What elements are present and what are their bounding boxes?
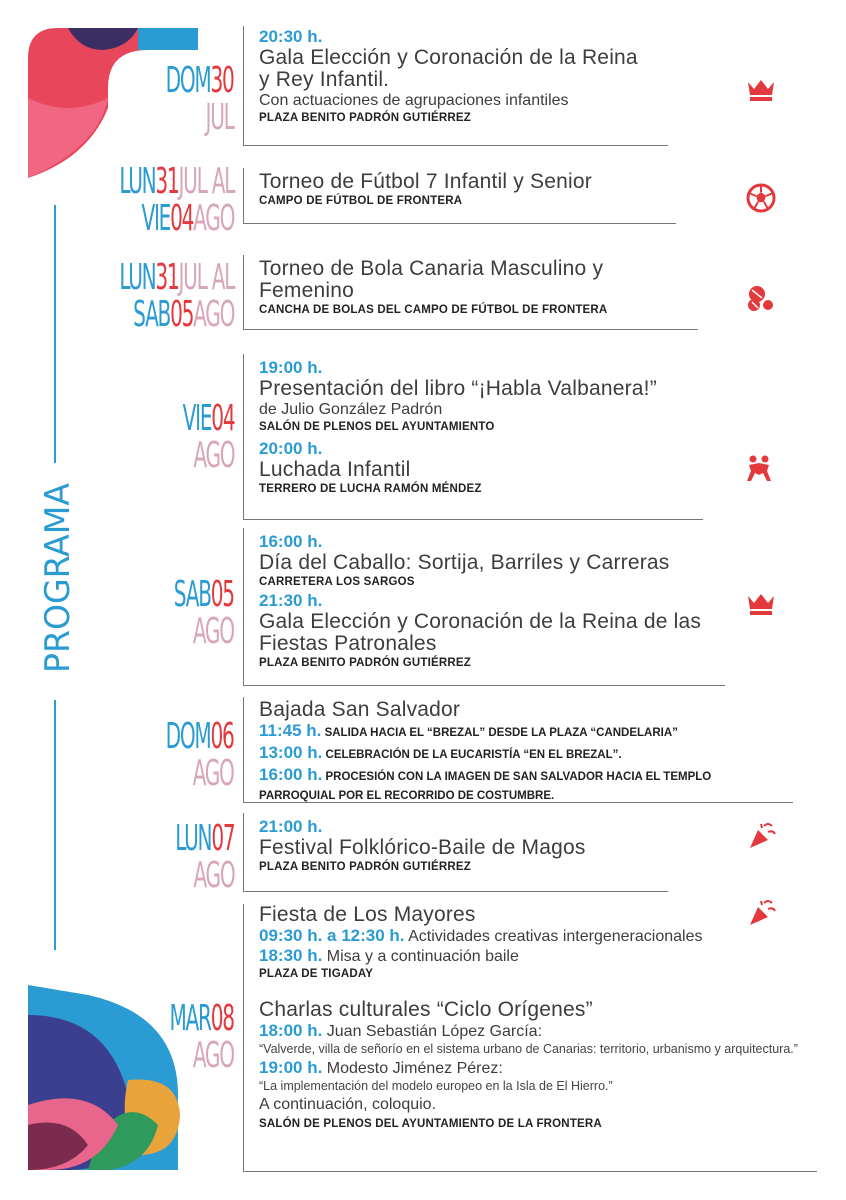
date-lun-07 [175,820,234,894]
event-place: CAMPO DE FÚTBOL DE FRONTERA [259,195,463,207]
date-dom-06 [166,718,234,792]
schedule-text: PARROQUIAL POR EL RECORRIDO DE COSTUMBRE. [259,790,555,802]
event-place: PLAZA BENITO PADRÓN GUTIÉRREZ [259,657,471,669]
date-dow: VIE [141,198,170,239]
event-time: 18:30 h. [259,946,323,965]
event-time: 21:30 h. [259,591,323,610]
speaker-name: Juan Sebastián López García: [326,1023,543,1040]
schedule-text: Misa y a continuación baile [326,948,519,965]
soccer-ball-icon [745,182,777,214]
talk-title: “La implementación del modelo europeo en la Isla de El Hierro.” [259,1079,613,1093]
date-day: 05 [210,574,234,615]
speaker-line [259,1021,817,1041]
date-day: 06 [210,716,234,757]
event-note: A continuación, coloquio. [259,1096,437,1113]
event-block-1 [243,26,668,146]
event-time: 16:00 h. [259,765,323,784]
decor-shape-bottom [28,985,188,1170]
schedule-line [259,721,793,743]
date-mar-08 [170,1000,234,1074]
date-day: 30 [210,60,234,101]
date-dow: SAB [173,574,211,615]
bola-canaria-icon [744,282,776,314]
date-dow: DOM [166,60,211,101]
speaker-line [259,1058,817,1078]
date-day: 08 [210,998,234,1039]
date-month: AGO [193,1035,234,1076]
event-block-8 [243,904,817,1172]
date-dow: MAR [169,998,211,1039]
event-title: Gala Elección y Coronación de la Reina de las Fiestas Patronales [259,610,702,655]
crown-icon [745,72,777,104]
date-month: AGO [193,753,234,794]
event-title: Luchada Infantil [259,458,411,481]
schedule-text: PROCESIÓN CON LA IMAGEN DE SAN SALVADOR HACIA EL TEMPLO [325,771,712,783]
event-place: CARRETERA LOS SARGOS [259,576,415,588]
event-block-6 [243,697,793,803]
event-time: 16:00 h. [259,532,323,551]
schedule-line [259,765,793,787]
event-time: 09:30 h. a 12:30 h. [259,926,405,945]
schedule-text: SALIDA HACIA EL “BREZAL” DESDE LA PLAZA “CANDELARIA” [324,727,678,739]
event-title: Gala Elección y Coronación de la Reina y Rey Infantil. [259,46,638,91]
event-place: PLAZA DE TIGADAY [259,968,374,980]
date-day: 04 [210,398,234,439]
event-block-7 [243,813,668,892]
event-title: Festival Folklórico-Baile de Magos [259,836,586,859]
date-vie-04 [182,400,234,474]
date-dow: LUN [119,161,156,202]
schedule-line [259,926,817,946]
event-time: 20:00 h. [259,439,323,458]
event-block-3 [243,255,698,330]
event-place: PLAZA BENITO PADRÓN GUTIÉRREZ [259,861,471,873]
date-month: AGO [193,198,234,239]
speaker-name: Modesto Jiménez Pérez: [326,1060,503,1077]
event-title: Bajada San Salvador [259,698,461,721]
side-title [24,478,84,678]
date-dow: VIE [182,398,211,439]
date-dow: LUN [119,257,156,298]
event-subtitle: de Julio González Padrón [259,401,443,418]
date-month: AGO [193,294,234,335]
schedule-line [259,743,793,765]
event-time: 19:00 h. [259,1058,323,1077]
event-time: 20:30 h. [259,27,323,46]
schedule-line [259,946,817,966]
date-day: 31 [155,257,179,298]
event-place: SALÓN DE PLENOS DEL AYUNTAMIENTO [259,421,495,433]
event-title: Día del Caballo: Sortija, Barriles y Carreras [259,551,670,574]
date-month: AGO [193,611,234,652]
event-time: 21:00 h. [259,817,323,836]
event-subtitle: Con actuaciones de agrupaciones infantiles [259,92,569,109]
date-sab-05 [174,576,234,650]
side-line-bottom [54,700,56,950]
event-title: Torneo de Bola Canaria Masculino y Femenino [259,257,604,302]
date-month: AGO [193,435,234,476]
date-dom-30 [166,62,234,136]
date-month: JUL AL [178,257,234,298]
date-day: 05 [169,294,194,335]
event-time: 13:00 h. [259,743,323,762]
crown-icon [745,586,777,618]
event-title: Torneo de Fútbol 7 Infantil y Senior [259,170,592,193]
side-title-text: PROGRAMA [38,497,78,673]
talk-title: “Valverde, villa de señorío en el sistema urbano de Canarias: territorio, urbanismo y arquitectura.” [259,1042,798,1056]
event-place: PLAZA BENITO PADRÓN GUTIÉRREZ [259,112,471,124]
date-dow: DOM [166,716,211,757]
event-block-4 [243,354,703,520]
event-title: Charlas culturales “Ciclo Orígenes” [259,998,593,1021]
date-day: 07 [210,818,234,859]
date-lun31-sab05 [119,259,234,333]
event-place: TERRERO DE LUCHA RAMÓN MÉNDEZ [259,483,482,495]
side-line-top [54,205,56,463]
date-dow: LUN [174,818,211,859]
date-month: JUL AL [178,161,234,202]
event-time: 18:00 h. [259,1021,323,1040]
date-dow: SAB [132,294,170,335]
event-block-2 [243,168,676,224]
party-popper-icon [746,897,778,929]
wrestling-icon [743,453,775,485]
event-time: 11:45 h. [259,721,322,740]
date-month: JUL [205,97,234,138]
event-block-5 [243,528,725,686]
event-place: SALÓN DE PLENOS DEL AYUNTAMIENTO DE LA FRONTERA [259,1118,602,1130]
date-lun31-vie04 [119,163,234,237]
date-day: 04 [169,198,194,239]
event-place: CANCHA DE BOLAS DEL CAMPO DE FÚTBOL DE FRONTERA [259,304,608,316]
date-month: AGO [193,855,234,896]
date-day: 31 [155,161,179,202]
event-title: Presentación del libro “¡Habla Valbanera!” [259,377,657,400]
event-title: Fiesta de Los Mayores [259,903,476,926]
party-popper-icon [746,820,778,852]
schedule-text: Actividades creativas intergeneracionales [408,928,703,945]
schedule-text: CELEBRACIÓN DE LA EUCARISTÍA “EN EL BREZAL”. [325,749,622,761]
event-time: 19:00 h. [259,358,323,377]
